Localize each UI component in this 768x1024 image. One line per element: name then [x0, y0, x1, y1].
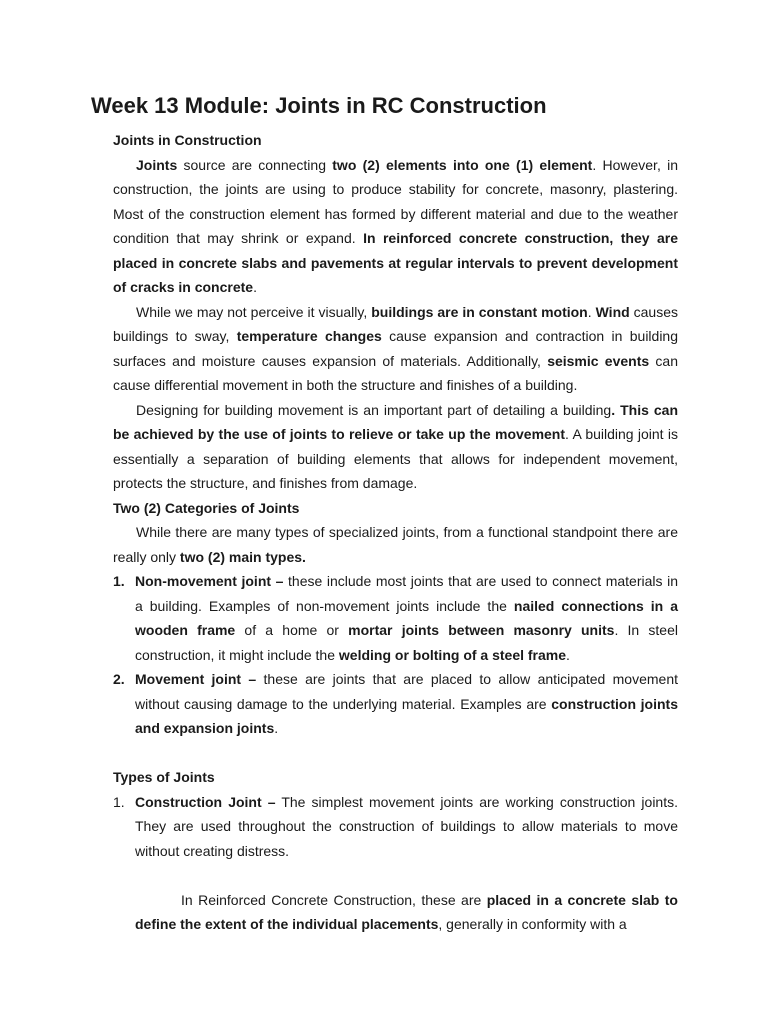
blank-line	[113, 863, 678, 888]
categories-list	[113, 569, 678, 741]
section-heading-joints-in-construction: Joints in Construction	[113, 132, 262, 148]
paragraph-building-motion: While we may not perceive it visually, buildings are in constant motion. Wind causes buildings to sway, temperature changes cause expansion and contraction in building surfaces and moisture causes expansion of materials. Additionally, seismic events can cause differential movement in both the structure and finishes of a building.	[113, 303, 679, 393]
list-item: 1. Non-movement joint – these include most joints that are used to connect materials in a building. Examples of non-movement joints include the nailed connections in a wooden frame of a home or mortar joints between masonry units. In steel construction, it might include the welding or bolting of a steel frame.	[113, 569, 678, 667]
list-number: 2.	[113, 671, 125, 687]
section-heading-categories-of-joints: Two (2) Categories of Joints	[113, 499, 300, 516]
document-title: Week 13 Module: Joints in RC Construction	[91, 93, 547, 118]
list-item: 1. Construction Joint – The simplest movement joints are working construction joints. They are used throughout the construction of buildings to allow materials to move without creating distress.	[113, 790, 678, 864]
paragraph-rc-construction-joints: In Reinforced Concrete Construction, these are placed in a concrete slab to define the extent of the individual placements, generally in conformity with a	[135, 891, 678, 932]
document-body	[113, 128, 678, 937]
section-heading-types-of-joints: Types of Joints	[113, 769, 215, 785]
list-number: 1.	[113, 573, 125, 589]
paragraph-joints-definition: Joints source are connecting two (2) elements into one (1) element. However, in construction, the joints are using to produce stability for concrete, masonry, plastering. Most of the construction element has formed by different material and due to the weather condition that may shrink or expand. In reinforced concrete construction, they are placed in concrete slabs and pavements at regular intervals to prevent development of cracks in concrete.	[113, 156, 678, 295]
paragraph-categories-intro: While there are many types of specialized joints, from a functional standpoint there are really only two (2) main types.	[113, 524, 678, 565]
types-list	[113, 790, 678, 864]
list-item: 2. Movement joint – these are joints that are placed to allow anticipated movement without causing damage to the underlying material. Examples are construction joints and expansion joints.	[113, 667, 678, 741]
list-number: 1.	[113, 793, 125, 810]
blank-line	[113, 741, 678, 766]
paragraph-designing-for-movement: Designing for building movement is an important part of detailing a building. This can be achieved by the use of joints to relieve or take up the movement. A building joint is essentially a separation of building elements that allows for independent movement, protects the structure, and finishes from damage.	[113, 401, 679, 491]
